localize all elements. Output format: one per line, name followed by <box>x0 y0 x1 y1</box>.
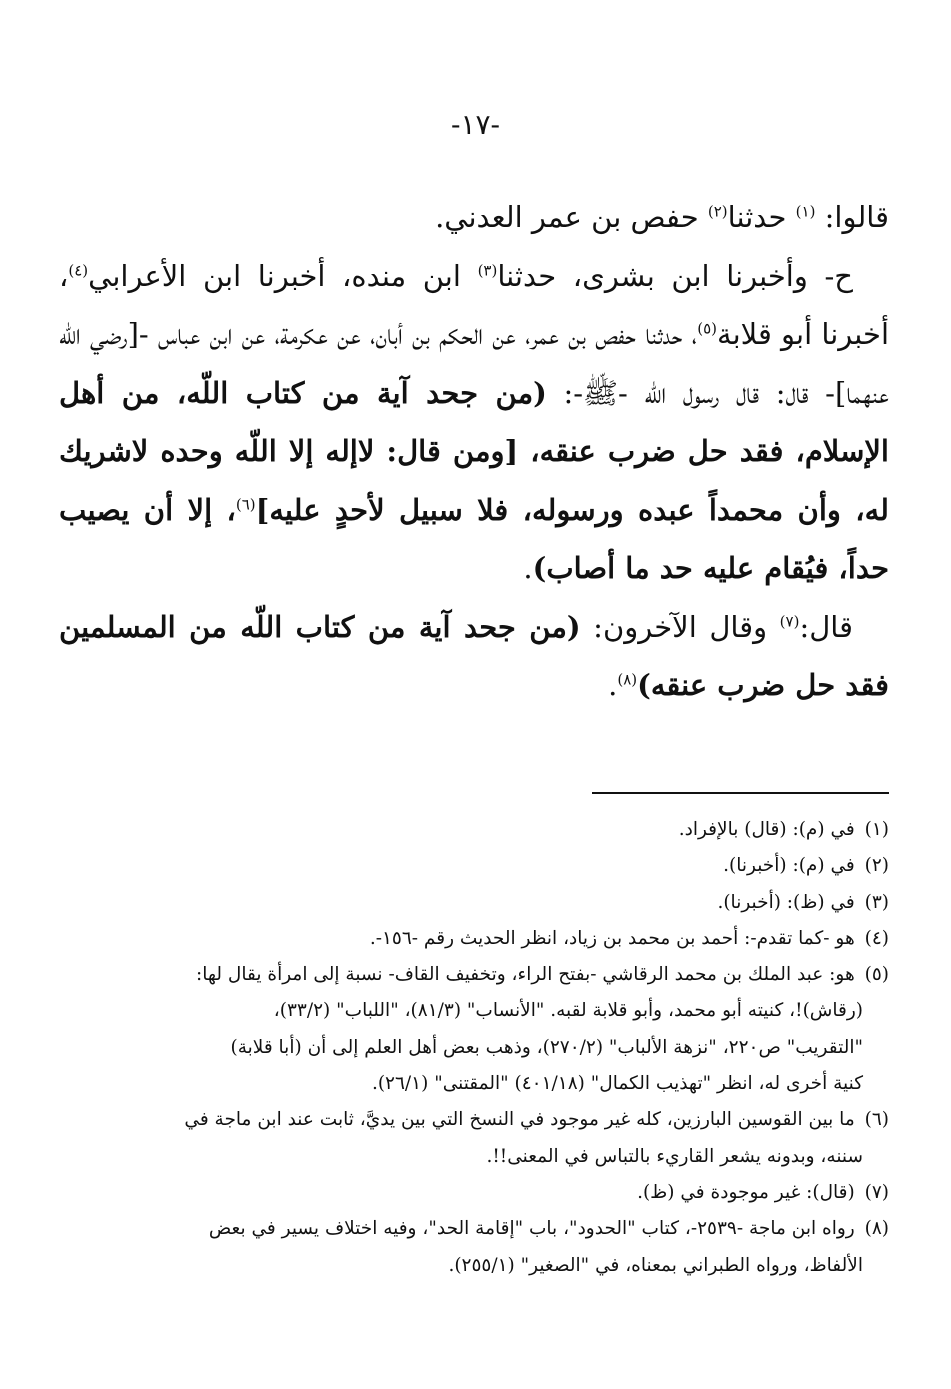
footnote-number: (٢) <box>864 855 889 877</box>
footnote-number: (٤) <box>864 927 889 949</box>
footnote-ref-7[interactable]: (٧) <box>779 611 800 630</box>
footnote-ref-3[interactable]: (٣) <box>477 260 498 279</box>
text-segment: ، أخبرنا أبو قلابة <box>59 258 889 351</box>
footnote-text: في (ظ): (أخبرنا). <box>717 891 855 913</box>
text-segment: قال: <box>799 609 853 644</box>
footnote-text: هو: عبد الملك بن محمد الرقاشي -بفتح الراء، وتخفيف القاف- نسبة إلى امرأة يقال لها: <box>196 964 855 986</box>
footnote-text: الألفاظ، ورواه الطبراني بمعناه، في "الصغير" (٢٥٥/١). <box>448 1254 863 1276</box>
footnote-ref-2[interactable]: (٢) <box>707 202 728 221</box>
text-segment: . <box>523 551 533 585</box>
footnote-8 <box>59 1211 889 1247</box>
footnote-ref-4[interactable]: (٤) <box>68 260 89 279</box>
hadith-text: (من جحد آية من كتاب اللّه من المسلمين فقد حل ضرب عنقه) <box>59 609 889 702</box>
paragraph-1 <box>59 188 889 247</box>
footnote-text: رواه ابن ماجة -٢٥٣٩-، كتاب "الحدود"، باب "إقامة الحد"، وفيه اختلاف يسير في بعض <box>208 1218 855 1240</box>
footnote-5-continued <box>59 1066 889 1102</box>
footnote-8-continued <box>59 1248 889 1284</box>
page-number: -١٧- <box>450 108 500 141</box>
footnotes <box>59 812 889 1284</box>
footnote-number: (٦) <box>864 1109 889 1131</box>
footnote-1 <box>59 812 889 848</box>
footnote-6-continued <box>59 1139 889 1175</box>
footnote-3 <box>59 885 889 921</box>
footnote-number: (٣) <box>864 891 889 913</box>
footnote-6 <box>59 1102 889 1138</box>
footnote-text: هو -كما تقدم-: أحمد بن محمد بن زياد، انظر الحديث رقم -١٥٦-. <box>369 927 855 949</box>
paragraph-2 <box>59 247 889 598</box>
footnote-text: (قال): غير موجودة في (ظ). <box>637 1181 855 1203</box>
footnote-number: (٨) <box>864 1218 889 1240</box>
footnote-2 <box>59 848 889 884</box>
hadith-text: ، إلا أن يصيب حداً، فيُقام عليه حد ما أصاب) <box>59 492 889 585</box>
hadith-text: (من جحد آية من كتاب اللّه، من أهل الإسلام، فقد حل ضرب عنقه، [ومن قال: لاإله إلا اللّه وحده لاشريك له، وأن محمداً عبده ورسوله، فلا سبيل لأحدٍ عليه] <box>59 375 890 527</box>
footnote-text: "التقريب" ص٢٢٠، "نزهة الألباب" (٢٧٠/٢)، وذهب بعض أهل العلم إلى أن (أبا قلابة) <box>230 1036 863 1058</box>
footnote-text: في (م): (قال) بالإفراد. <box>678 819 855 840</box>
footnote-5-continued <box>59 993 889 1029</box>
main-text <box>59 188 889 715</box>
footnote-text: سننه، وبدونه يشعر القاريء بالتباس في المعنى!!. <box>486 1145 863 1167</box>
footnote-text: ما بين القوسين البارزين، كله غير موجود في النسخ التي بين يديَّ، ثابت عند ابن ماجة في <box>184 1109 855 1131</box>
footnote-ref-6[interactable]: (٦) <box>235 494 256 513</box>
footnote-text: في (م): (أخبرنا). <box>723 855 855 877</box>
paragraph-3 <box>59 598 889 715</box>
text-segment: ابن منده، أخبرنا ابن الأعرابي <box>88 258 478 293</box>
footnote-number: (٥) <box>864 964 889 986</box>
text-segment: . <box>608 668 618 702</box>
footnote-7 <box>59 1175 889 1211</box>
footnote-text: كنية أخرى له، انظر "تهذيب الكمال" (٤٠١/١٨) "المقتنى" (٢٦/١). <box>371 1073 863 1095</box>
text-segment: وقال الآخرون: <box>580 609 780 644</box>
footnote-ref-1[interactable]: (١) <box>795 202 816 221</box>
text-segment: ، حدثنا حفص بن عمر، عن الحكم بن أبان، عن عكرمة، عن ابن عباس -[رضي اللّه عنهما]- قال: قال رسول اللّه -ﷺ-: <box>59 317 889 410</box>
text-segment: حفص بن عمر العدني. <box>435 200 708 234</box>
footnote-text: (رقاش)!، كنيته أبو محمد، وأبو قلابة لقبه. "الأنساب" (٨١/٣)، "اللباب" (٣٣/٢)، <box>273 1000 863 1022</box>
text-segment: قالوا: <box>815 200 889 234</box>
footnote-number: (١) <box>864 819 889 840</box>
footnote-5 <box>59 957 889 993</box>
footnote-separator <box>592 792 889 794</box>
text-segment: ح- وأخبرنا ابن بشرى، حدثنا <box>497 258 853 293</box>
footnote-5-continued <box>59 1030 889 1066</box>
footnote-ref-5[interactable]: (٥) <box>697 319 718 338</box>
text-segment: حدثنا <box>727 200 796 234</box>
footnote-number: (٧) <box>864 1181 889 1203</box>
footnote-ref-8[interactable]: (٨) <box>617 670 638 689</box>
footnote-4 <box>59 921 889 957</box>
